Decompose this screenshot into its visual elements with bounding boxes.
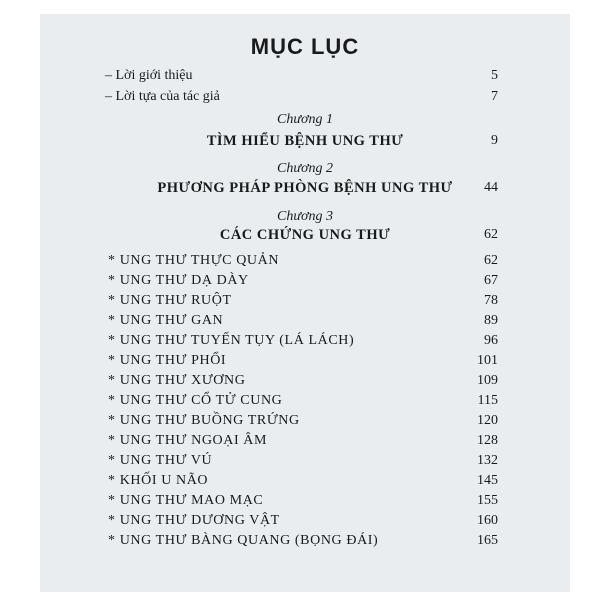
toc-entry xyxy=(40,452,570,470)
toc-entry-label: * UNG THƯ XƯƠNG xyxy=(108,373,246,388)
toc-page-number: 62 xyxy=(484,227,498,242)
toc-page-number: 145 xyxy=(477,473,498,488)
chapter-label: Chương 3 xyxy=(277,209,333,224)
chapter-title-row xyxy=(40,226,570,244)
toc-entry xyxy=(40,532,570,550)
toc-page xyxy=(40,14,570,592)
chapter-label: Chương 2 xyxy=(277,161,333,176)
toc-entry-label: * KHỐI U NÃO xyxy=(108,473,209,488)
toc-entry xyxy=(40,372,570,390)
toc-entry-label: * UNG THƯ VÚ xyxy=(108,453,213,468)
toc-entry-label: * UNG THƯ DƯƠNG VẬT xyxy=(108,513,280,528)
chapter-title: TÌM HIỂU BỆNH UNG THƯ xyxy=(206,133,404,149)
toc-page-number: 115 xyxy=(477,393,498,408)
toc-page-number: 5 xyxy=(491,68,498,83)
chapter-title: CÁC CHỨNG UNG THƯ xyxy=(219,227,391,243)
toc-entry xyxy=(40,492,570,510)
toc-intro-item xyxy=(40,88,570,106)
chapter-label: Chương 1 xyxy=(277,112,333,127)
toc-page-number: 132 xyxy=(477,453,498,468)
toc-page-number: 78 xyxy=(484,293,498,308)
toc-page-number: 120 xyxy=(477,413,498,428)
toc-entry xyxy=(40,252,570,270)
toc-page-number: 67 xyxy=(484,273,498,288)
toc-page-number: 7 xyxy=(491,89,498,104)
toc-entry-label: * UNG THƯ NGOẠI ÂM xyxy=(108,433,268,448)
toc-entry-label: * UNG THƯ CỔ TỬ CUNG xyxy=(108,393,283,408)
toc-entry xyxy=(40,412,570,430)
toc-entry-label: * UNG THƯ GAN xyxy=(108,313,224,328)
toc-page-number: 9 xyxy=(491,133,498,148)
toc-entry-label: * UNG THƯ DẠ DÀY xyxy=(108,273,249,288)
toc-entry-label: * UNG THƯ THỰC QUẢN xyxy=(108,253,280,268)
toc-page-number: 160 xyxy=(477,513,498,528)
toc-entry-label: * UNG THƯ BÀNG QUANG (BỌNG ĐÁI) xyxy=(108,533,379,548)
toc-intro-item xyxy=(40,67,570,85)
toc-entry xyxy=(40,332,570,350)
toc-intro-label: – Lời tựa của tác giả xyxy=(105,89,220,104)
toc-entry xyxy=(40,512,570,530)
toc-entry-label: * UNG THƯ MAO MẠC xyxy=(108,493,264,508)
chapter-title-row xyxy=(40,179,570,197)
toc-entry-label: * UNG THƯ BUỒNG TRỨNG xyxy=(108,413,300,428)
toc-page-number: 109 xyxy=(477,373,498,388)
toc-page-number: 155 xyxy=(477,493,498,508)
toc-entry xyxy=(40,392,570,410)
toc-intro-label: – Lời giới thiệu xyxy=(105,68,193,83)
chapter-title-row xyxy=(40,132,570,150)
toc-entry-label: * UNG THƯ TUYẾN TỤY (LÁ LÁCH) xyxy=(108,333,355,348)
toc-entry xyxy=(40,312,570,330)
toc-entry xyxy=(40,292,570,310)
toc-entry xyxy=(40,472,570,490)
toc-page-number: 62 xyxy=(484,253,498,268)
page-title: MỤC LỤC xyxy=(250,34,360,59)
toc-entry-label: * UNG THƯ RUỘT xyxy=(108,293,232,308)
toc-page-number: 128 xyxy=(477,433,498,448)
toc-entry xyxy=(40,432,570,450)
toc-page-number: 44 xyxy=(484,180,498,195)
toc-page-number: 165 xyxy=(477,533,498,548)
toc-entry xyxy=(40,272,570,290)
toc-entry xyxy=(40,352,570,370)
chapter-title: PHƯƠNG PHÁP PHÒNG BỆNH UNG THƯ xyxy=(157,180,453,196)
toc-page-number: 101 xyxy=(477,353,498,368)
toc-page-number: 89 xyxy=(484,313,498,328)
toc-entry-label: * UNG THƯ PHỔI xyxy=(108,353,227,368)
toc-page-number: 96 xyxy=(484,333,498,348)
